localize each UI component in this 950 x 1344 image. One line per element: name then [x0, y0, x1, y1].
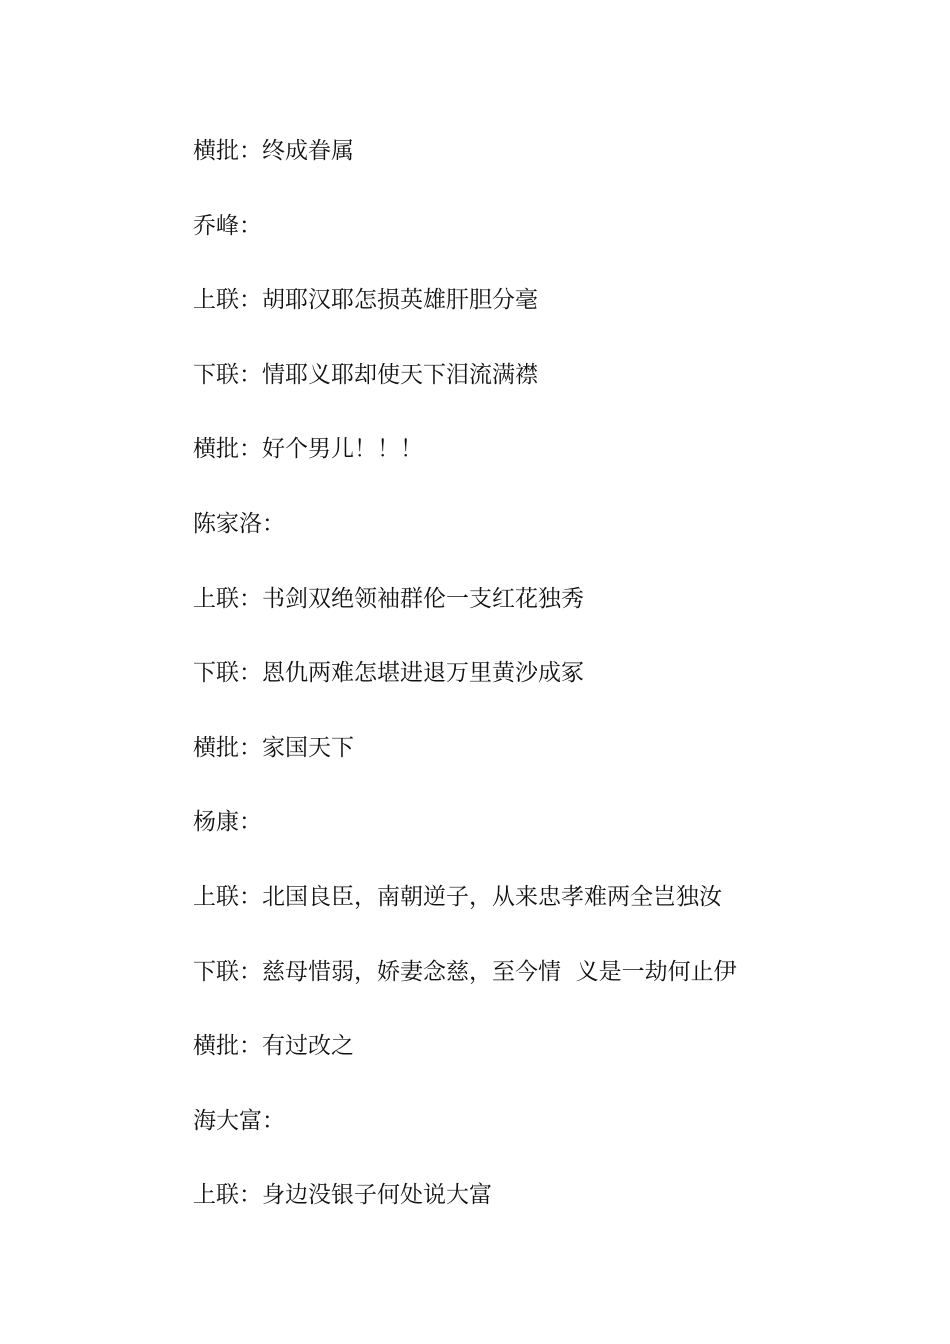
text-line: 杨康：: [193, 809, 262, 836]
text-line: 横批：家国天下: [193, 734, 354, 761]
text-line: 上联：北国良臣，南朝逆子，从来忠孝难两全岂独汝: [193, 883, 722, 910]
text-line: 横批：好个男儿！！！: [193, 436, 423, 463]
couplet-text-list: [193, 133, 893, 1252]
text-line: 上联：身边没银子何处说大富: [193, 1182, 492, 1209]
text-line: 下联：恩仇两难怎堪进退万里黄沙成冢: [193, 660, 584, 687]
text-line: 上联：书剑双绝领袖群伦一支红花独秀: [193, 585, 584, 612]
text-line: 乔峰：: [193, 212, 262, 239]
text-line: 上联：胡耶汉耶怎损英雄肝胆分毫: [193, 287, 538, 314]
text-line: 横批：有过改之: [193, 1033, 354, 1060]
text-line: 海大富：: [193, 1107, 285, 1134]
text-line: 下联：情耶义耶却使天下泪流满襟: [193, 361, 538, 388]
text-line: 下联：慈母惜弱，娇妻念慈，至今情 义是一劫何止伊: [193, 958, 737, 985]
text-line: 陈家洛：: [193, 510, 285, 537]
text-line: 横批：终成眷属: [193, 138, 354, 164]
